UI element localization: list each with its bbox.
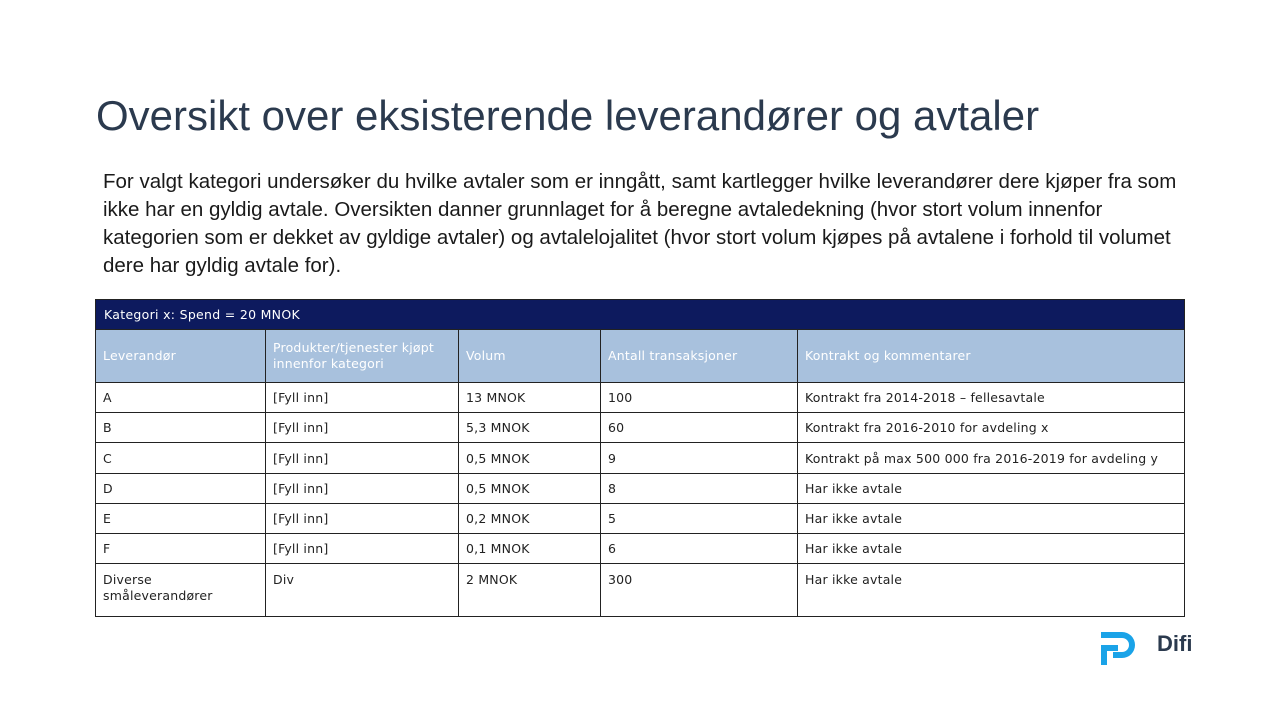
cell-contract: Kontrakt på max 500 000 fra 2016-2019 for avdeling y xyxy=(798,443,1185,474)
cell-contract: Kontrakt fra 2016-2010 for avdeling x xyxy=(798,413,1185,443)
cell-transactions: 5 xyxy=(601,504,798,534)
cell-supplier: Diverse småleverandører xyxy=(96,564,266,617)
table-row xyxy=(96,564,1185,617)
cell-volume: 0,5 MNOK xyxy=(459,474,601,504)
cell-volume: 0,1 MNOK xyxy=(459,534,601,564)
cell-supplier: D xyxy=(96,474,266,504)
cell-contract: Har ikke avtale xyxy=(798,564,1185,617)
cell-transactions: 60 xyxy=(601,413,798,443)
cell-volume: 5,3 MNOK xyxy=(459,413,601,443)
intro-paragraph: For valgt kategori undersøker du hvilke avtaler som er inngått, samt kartlegger hvilke leverandører dere kjøper fra som ikke har en gyldig avtale. Oversikten danner grunnlaget for å beregne avtaledekning (hvor stort volum innenfor kategorien som er dekket av gyldige avtaler) og avtalelojalitet (hvor stort volum kjøpes på avtalene i forhold til volumet dere har gyldig avtale for). xyxy=(103,170,1177,277)
cell-volume: 0,5 MNOK xyxy=(459,443,601,474)
category-row xyxy=(96,300,1185,330)
cell-volume: 2 MNOK xyxy=(459,564,601,617)
logo-text: Difi xyxy=(1157,631,1193,656)
table-row xyxy=(96,443,1185,474)
cell-transactions: 300 xyxy=(601,564,798,617)
cell-contract: Har ikke avtale xyxy=(798,534,1185,564)
cell-transactions: 100 xyxy=(601,383,798,413)
cell-supplier: C xyxy=(96,443,266,474)
cell-contract: Har ikke avtale xyxy=(798,474,1185,504)
table-row xyxy=(96,474,1185,504)
cell-supplier: E xyxy=(96,504,266,534)
cell-supplier: F xyxy=(96,534,266,564)
table-row xyxy=(96,534,1185,564)
supplier-table xyxy=(95,299,1185,617)
cell-supplier: A xyxy=(96,383,266,413)
cell-transactions: 8 xyxy=(601,474,798,504)
cell-products: [Fyll inn] xyxy=(266,504,459,534)
cell-volume: 13 MNOK xyxy=(459,383,601,413)
cell-contract: Kontrakt fra 2014-2018 – fellesavtale xyxy=(798,383,1185,413)
cell-products: [Fyll inn] xyxy=(266,534,459,564)
cell-products: [Fyll inn] xyxy=(266,383,459,413)
cell-products: Div xyxy=(266,564,459,617)
header-volum: Volum xyxy=(459,330,601,383)
header-produkter: Produkter/tjenester kjøpt innenfor kategori xyxy=(266,330,459,383)
cell-products: [Fyll inn] xyxy=(266,443,459,474)
cell-transactions: 9 xyxy=(601,443,798,474)
cell-supplier: B xyxy=(96,413,266,443)
table-row xyxy=(96,413,1185,443)
table-row xyxy=(96,504,1185,534)
cell-products: [Fyll inn] xyxy=(266,474,459,504)
header-row xyxy=(96,330,1185,383)
slide-title: Oversikt over eksisterende leverandører og avtaler xyxy=(96,92,1040,139)
header-leverandor: Leverandør xyxy=(96,330,266,383)
cell-volume: 0,2 MNOK xyxy=(459,504,601,534)
category-label: Kategori x: Spend = 20 MNOK xyxy=(96,300,1185,330)
cell-transactions: 6 xyxy=(601,534,798,564)
header-kontrakt: Kontrakt og kommentarer xyxy=(798,330,1185,383)
difi-logo xyxy=(1100,631,1200,667)
header-antall-transaksjoner: Antall transaksjoner xyxy=(601,330,798,383)
cell-contract: Har ikke avtale xyxy=(798,504,1185,534)
difi-logo-mark-icon xyxy=(1101,632,1135,665)
cell-products: [Fyll inn] xyxy=(266,413,459,443)
table-row xyxy=(96,383,1185,413)
